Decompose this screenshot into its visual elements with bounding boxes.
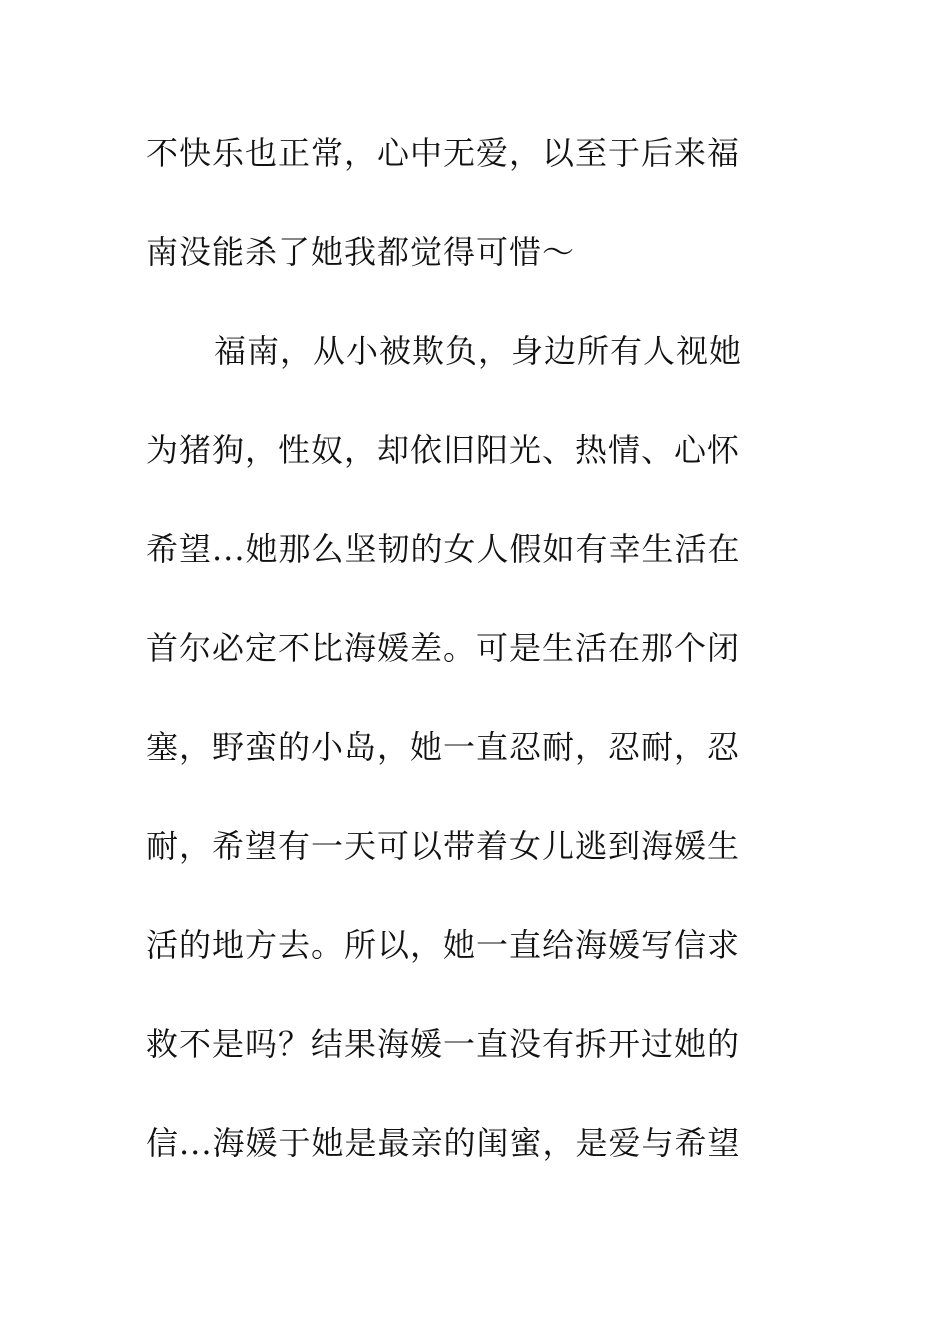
text-line: 不快乐也正常，心中无爱，以至于后来福 <box>146 134 741 172</box>
text-line: 耐，希望有一天可以带着女儿逃到海媛生 <box>146 827 741 865</box>
paragraph-start-line: 福南，从小被欺负，身边所有人视她 <box>214 332 743 370</box>
text-line: 信...海媛于她是最亲的闺蜜，是爱与希望 <box>146 1124 741 1162</box>
text-line: 塞，野蛮的小岛，她一直忍耐，忍耐，忍 <box>146 728 741 766</box>
text-line: 希望...她那么坚韧的女人假如有幸生活在 <box>146 530 741 568</box>
text-line: 救不是吗？结果海媛一直没有拆开过她的 <box>146 1025 741 1063</box>
text-line: 南没能杀了她我都觉得可惜～ <box>146 233 576 271</box>
text-line: 活的地方去。所以，她一直给海媛写信求 <box>146 926 741 964</box>
text-line: 为猪狗，性奴，却依旧阳光、热情、心怀 <box>146 431 741 469</box>
text-line: 首尔必定不比海媛差。可是生活在那个闭 <box>146 629 741 667</box>
body-text <box>146 126 806 1215</box>
